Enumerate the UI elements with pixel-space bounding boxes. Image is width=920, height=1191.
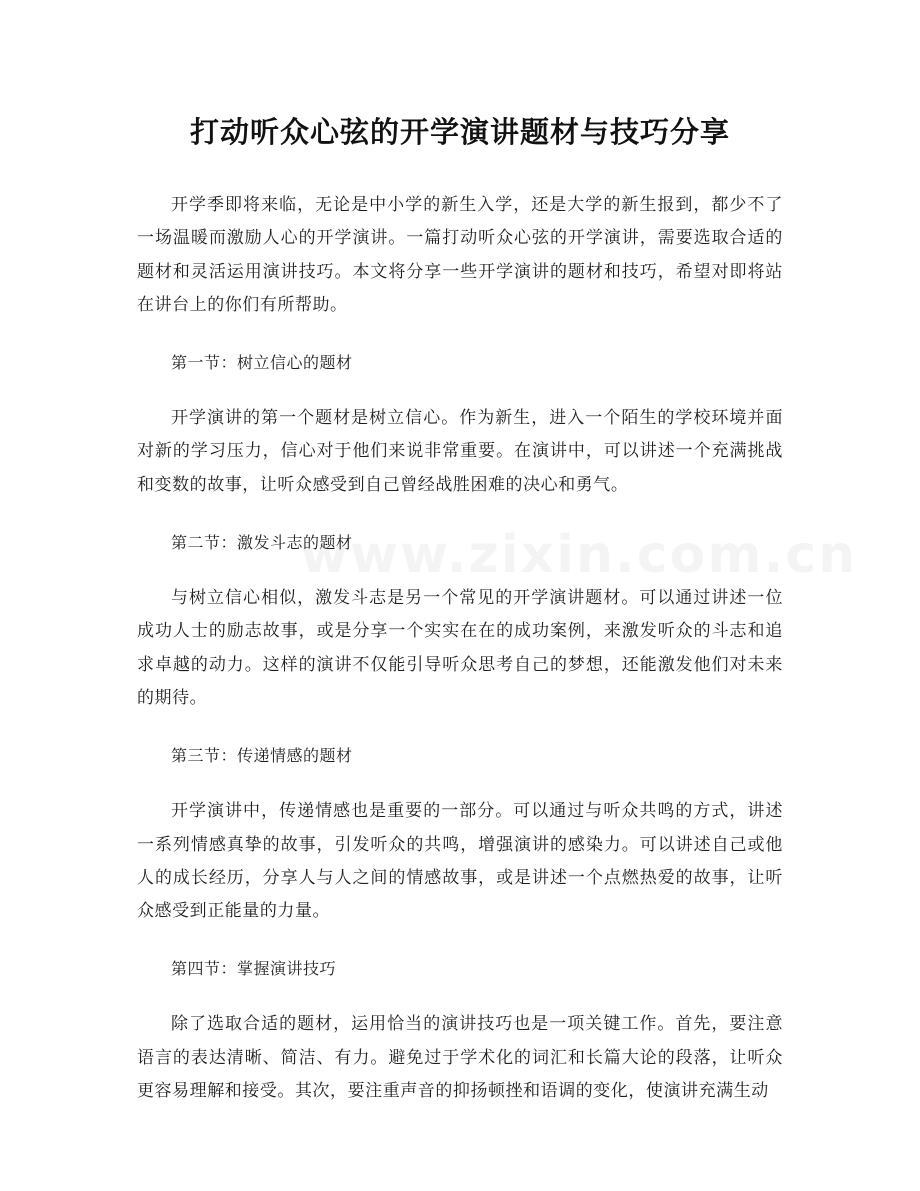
section-1-body: 开学演讲的第一个题材是树立信心。作为新生，进入一个陌生的学校环境并面对新的学习压力，信心对于他们来说非常重要。在演讲中，可以讲述一个充满挑战和变数的故事，让听众感受到自己曾经战胜困难的决心和勇气。 (137, 408, 783, 495)
document-page (137, 0, 783, 1108)
section-1-heading: 第一节：树立信心的题材 (171, 353, 353, 373)
intro-paragraph: 开学季即将来临，无论是中小学的新生入学，还是大学的新生报到，都少不了一场温暖而激励人心的开学演讲。一篇打动听众心弦的开学演讲，需要选取合适的题材和灵活运用演讲技巧。本文将分享一些开学演讲的题材和技巧，希望对即将站在讲台上的你们有所帮助。 (137, 195, 783, 315)
section-4-heading: 第四节：掌握演讲技巧 (171, 959, 337, 979)
section-2-heading: 第二节：激发斗志的题材 (171, 533, 353, 553)
section-3-heading: 第三节：传递情感的题材 (171, 746, 353, 766)
section-2-body: 与树立信心相似，激发斗志是另一个常见的开学演讲题材。可以通过讲述一位成功人士的励志故事，或是分享一个实实在在的成功案例，来激发听众的斗志和追求卓越的动力。这样的演讲不仅能引导听众思考自己的梦想，还能激发他们对未来的期待。 (137, 588, 783, 708)
section-4-body: 除了选取合适的题材，运用恰当的演讲技巧也是一项关键工作。首先，要注意语言的表达清晰、简洁、有力。避免过于学术化的词汇和长篇大论的段落，让听众更容易理解和接受。其次，要注重声音的抑扬顿挫和语调的变化，使演讲充满生动 (137, 1014, 783, 1102)
document-title: 打动听众心弦的开学演讲题材与技巧分享 (189, 115, 730, 149)
section-3-body: 开学演讲中，传递情感也是重要的一部分。可以通过与听众共鸣的方式，讲述一系列情感真挚的故事，引发听众的共鸣，增强演讲的感染力。可以讲述自己或他人的成长经历，分享人与人之间的情感故事，或是讲述一个点燃热爱的故事，让听众感受到正能量的力量。 (137, 801, 783, 922)
